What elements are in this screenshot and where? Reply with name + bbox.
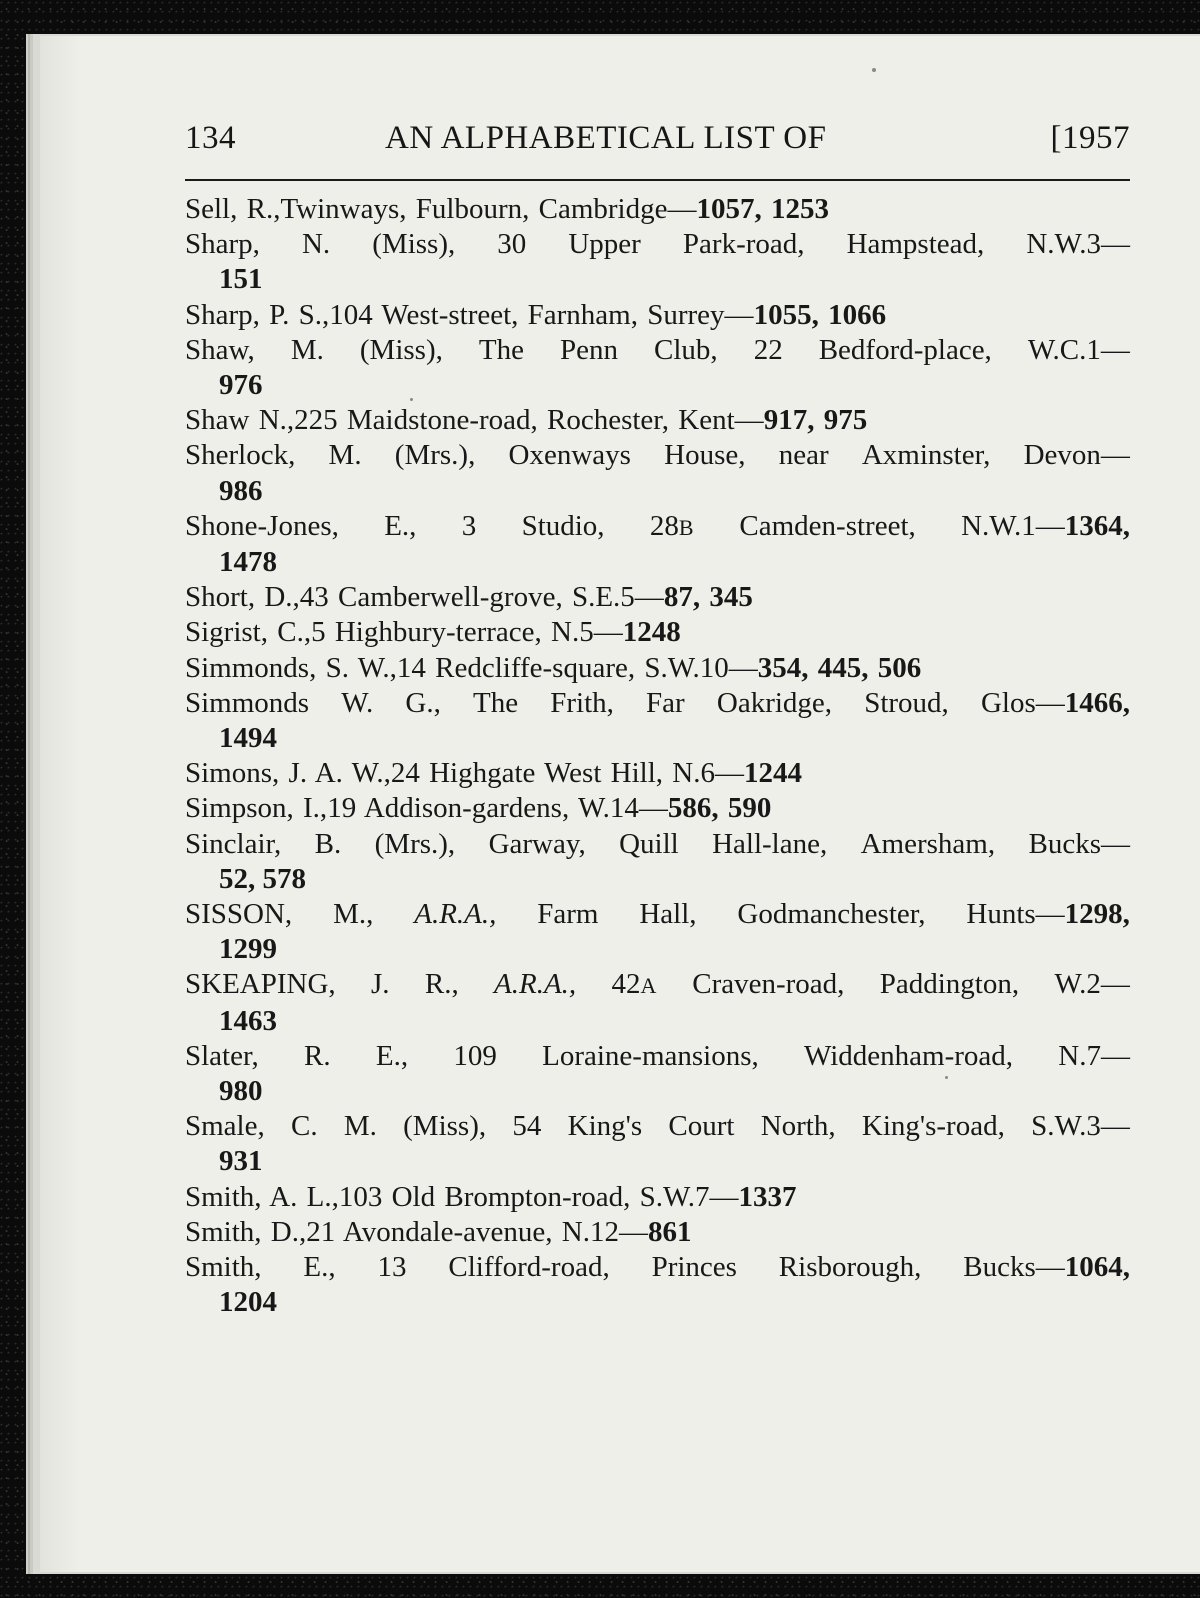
entry-continuation-numbers: 151 [219, 263, 263, 296]
entry-name: Shone-Jones, [185, 509, 339, 542]
entry-address: Frith, [550, 686, 614, 719]
entry-name: M. [343, 1110, 377, 1143]
entry-address: 24 Highgate West Hill, N.6— [390, 757, 744, 790]
entry-address-suffix: B [678, 514, 695, 540]
entry-address: N.7— [1058, 1039, 1130, 1072]
entry-catalogue-numbers: 1466, [1064, 686, 1130, 719]
entry-address: House, [664, 439, 746, 472]
entry-name: (Miss), [359, 333, 443, 366]
entry-name: Sharp, [185, 228, 260, 261]
entry-name: Shaw N., [185, 404, 295, 437]
entry-address: Stroud, [864, 686, 949, 719]
list-item [185, 615, 1130, 650]
entry-catalogue-numbers: 917, 975 [763, 404, 868, 437]
entry-address: Craven-road, [692, 968, 845, 1001]
entry-name: Short, D., [185, 581, 300, 614]
entry-continuation-numbers: 986 [219, 474, 263, 507]
entry-first-line [185, 1250, 1130, 1285]
entry-catalogue-numbers: 861 [647, 1215, 692, 1248]
entry-address: Oakridge, [716, 686, 833, 719]
entry-continuation-numbers: 976 [219, 369, 263, 402]
entry-address: Garway, [488, 827, 586, 860]
entry-address: 14 Redcliffe-square, S.W.10— [396, 651, 758, 684]
year-mark: [1957 [1050, 120, 1130, 156]
entry-catalogue-numbers: 1064, [1064, 1251, 1130, 1284]
entry-catalogue-numbers: 1298, [1064, 898, 1130, 931]
entry-continuation-numbers: 1478 [219, 546, 277, 579]
entry-catalogue-numbers: 354, 445, 506 [757, 651, 922, 684]
entry-name: Slater, [185, 1039, 259, 1072]
entry-name: (Mrs.), [374, 827, 456, 860]
entry-name: Smith, A. L., [185, 1180, 339, 1213]
list-item [185, 827, 1130, 897]
entry-name: Sherlock, [185, 439, 296, 472]
entry-name: Shaw, [185, 333, 255, 366]
entry-address: Park-road, [682, 228, 805, 261]
entry-name: (Mrs.), [394, 439, 476, 472]
list-item [185, 438, 1130, 508]
list-item [185, 686, 1130, 756]
entry-address: 103 Old Brompton-road, S.W.7— [338, 1180, 739, 1213]
entry-name: C. [291, 1110, 318, 1143]
entry-address: Paddington, [879, 968, 1020, 1001]
list-item [185, 1039, 1130, 1109]
list-item [185, 227, 1130, 297]
directory-entries [185, 192, 1130, 1321]
list-item [185, 192, 1130, 227]
entry-name: E., [303, 1251, 336, 1284]
entry-first-line [185, 686, 1130, 721]
entry-first-line [185, 1180, 1130, 1215]
list-item [185, 897, 1130, 967]
list-item [185, 967, 1130, 1038]
entry-name: SKEAPING, [185, 968, 336, 1001]
entry-address: Twinways, Fulbourn, Cambridge— [280, 193, 697, 225]
header-rule [185, 179, 1130, 181]
entry-first-line [185, 615, 1130, 650]
entry-address: Amersham, [860, 827, 996, 860]
entry-first-line [185, 791, 1130, 826]
entry-address: 104 West-street, Farnham, Surrey— [329, 298, 754, 331]
entry-address: 54 [512, 1110, 542, 1143]
entry-name: G., [405, 686, 441, 719]
entry-name: W. [341, 686, 374, 719]
entry-address: 3 [461, 509, 477, 542]
entry-name: R. [304, 1039, 331, 1072]
list-item [185, 333, 1130, 403]
entry-catalogue-numbers: 1244 [743, 757, 802, 790]
entry-address: 42A [611, 968, 657, 1001]
entry-address: Camden-street, [739, 509, 916, 542]
entry-address: Court [668, 1110, 735, 1143]
list-item [185, 1109, 1130, 1179]
entry-name: M., [333, 898, 374, 931]
entry-address: Axminster, [861, 439, 991, 472]
entry-address: Princes [651, 1251, 737, 1284]
list-item [185, 1250, 1130, 1320]
entry-address: near [778, 439, 829, 472]
entry-name: M. [290, 333, 324, 366]
entry-address: 43 Camberwell-grove, S.E.5— [299, 581, 664, 614]
entry-first-line [185, 1039, 1130, 1074]
entry-address: Hampstead, [846, 228, 985, 261]
entry-continuation-numbers: 931 [219, 1145, 263, 1178]
list-item [185, 1180, 1130, 1215]
entry-name: Sigrist, C., [185, 616, 312, 649]
entry-address: The [472, 686, 519, 719]
entry-address: Bucks— [1028, 827, 1130, 860]
entry-address: N.W.1—1364, [961, 509, 1130, 542]
entry-catalogue-numbers: 1248 [622, 616, 681, 649]
entry-continuation-numbers: 52, 578 [219, 862, 306, 895]
entry-address: Far [646, 686, 685, 719]
entry-address: 28B [649, 509, 695, 542]
entry-first-line [185, 897, 1130, 932]
entry-catalogue-numbers: 586, 590 [667, 792, 772, 825]
entry-first-line [185, 756, 1130, 791]
entry-address: Glos—1466, [980, 686, 1130, 719]
entry-address: W.C.1— [1027, 333, 1130, 366]
entry-name: Smale, [185, 1110, 265, 1143]
entry-address: Hall-lane, [712, 827, 828, 860]
entry-address: Godmanchester, [737, 898, 926, 931]
entry-name: Sell, R., [185, 193, 281, 225]
entry-address: Loraine-mansions, [542, 1039, 759, 1072]
entry-address: King's [567, 1110, 643, 1143]
entry-address: North, [760, 1110, 836, 1143]
entry-address: Upper [568, 228, 641, 261]
entry-address: 5 Highbury-terrace, N.5— [311, 616, 623, 649]
entry-continuation-numbers: 1463 [219, 1004, 277, 1037]
entry-name: Sinclair, [185, 827, 282, 860]
entry-address: 109 [453, 1039, 497, 1072]
entry-name: J. [370, 968, 390, 1001]
entry-name: SISSON, [185, 898, 293, 931]
entry-title: A.R.A., [494, 968, 577, 1001]
entry-address: Widdenham-road, [804, 1039, 1014, 1072]
list-item [185, 651, 1130, 686]
entry-catalogue-numbers: 1057, 1253 [696, 193, 829, 225]
entry-address: Farm [537, 898, 599, 931]
entry-address: 22 [753, 333, 783, 366]
entry-address: Oxenways [508, 439, 631, 472]
entry-continuation-numbers: 980 [219, 1075, 263, 1108]
entry-continuation-numbers: 1494 [219, 722, 277, 755]
entry-catalogue-numbers: 1364, [1064, 509, 1130, 542]
entry-name: (Miss), [372, 228, 456, 261]
entry-name: N. [301, 228, 331, 261]
entry-address: Club, [654, 333, 718, 366]
entry-address: Bucks—1064, [963, 1251, 1130, 1284]
entry-catalogue-numbers: 1337 [738, 1180, 797, 1213]
entry-name: Sharp, P. S., [185, 298, 330, 331]
entry-first-line [185, 403, 1130, 438]
entry-address: 13 [377, 1251, 407, 1284]
entry-address: Risborough, [778, 1251, 922, 1284]
entry-first-line [185, 192, 1130, 227]
entry-address: Bedford-place, [818, 333, 992, 366]
entry-name: Simmonds, S. W., [185, 651, 397, 684]
entry-name: B. [314, 827, 342, 860]
entry-address: The [478, 333, 524, 366]
entry-title: A.R.A., [414, 898, 497, 931]
entry-address-suffix: A [640, 973, 657, 999]
entry-first-line [185, 438, 1130, 473]
paper-speck [872, 68, 876, 72]
page-number: 134 [185, 120, 236, 156]
entry-address: 225 Maidstone-road, Rochester, Kent— [294, 404, 764, 437]
entry-name: Smith, [185, 1251, 262, 1284]
entry-first-line [185, 651, 1130, 686]
entry-address: 21 Avondale-avenue, N.12— [306, 1215, 648, 1248]
entry-catalogue-numbers: 1055, 1066 [753, 298, 887, 331]
entry-address: Devon— [1023, 439, 1130, 472]
list-item [185, 1215, 1130, 1250]
entry-address: Clifford-road, [448, 1251, 610, 1284]
entry-name: (Miss), [403, 1110, 487, 1143]
running-header [185, 120, 1130, 170]
entry-name: E., [384, 509, 417, 542]
entry-name: Simons, J. A. W., [185, 757, 391, 790]
entry-catalogue-numbers: 87, 345 [663, 581, 753, 614]
entry-address: 19 Addison-gardens, W.14— [327, 792, 668, 825]
entry-first-line [185, 1109, 1130, 1144]
entry-address: Hunts—1298, [966, 898, 1130, 931]
entry-address: Penn [560, 333, 618, 366]
entry-first-line [185, 827, 1130, 862]
entry-address: 30 [497, 228, 527, 261]
list-item [185, 791, 1130, 826]
entry-name: Smith, D., [185, 1215, 307, 1248]
entry-continuation-numbers: 1204 [219, 1286, 277, 1319]
entry-first-line [185, 509, 1130, 545]
entry-name: M. [328, 439, 362, 472]
entry-address: King's-road, [861, 1110, 1005, 1143]
entry-continuation-numbers: 1299 [219, 933, 277, 966]
list-item [185, 403, 1130, 438]
entry-address: S.W.3— [1031, 1110, 1130, 1143]
entry-name: E., [375, 1039, 409, 1072]
entry-first-line [185, 580, 1130, 615]
entry-first-line [185, 967, 1130, 1003]
entry-first-line [185, 227, 1130, 262]
list-item [185, 298, 1130, 333]
list-item [185, 509, 1130, 580]
entry-address: W.2— [1054, 968, 1130, 1001]
list-item [185, 756, 1130, 791]
entry-first-line [185, 333, 1130, 368]
entry-address: Hall, [639, 898, 697, 931]
list-item [185, 580, 1130, 615]
entry-name: Simmonds [185, 686, 310, 719]
entry-address: N.W.3— [1026, 228, 1130, 261]
entry-name: R., [424, 968, 459, 1001]
entry-first-line [185, 1215, 1130, 1250]
running-title: AN ALPHABETICAL LIST OF [385, 120, 827, 156]
entry-name: Simpson, I., [185, 792, 328, 825]
entry-address: Studio, [521, 509, 605, 542]
entry-address: Quill [619, 827, 679, 860]
entry-first-line [185, 298, 1130, 333]
